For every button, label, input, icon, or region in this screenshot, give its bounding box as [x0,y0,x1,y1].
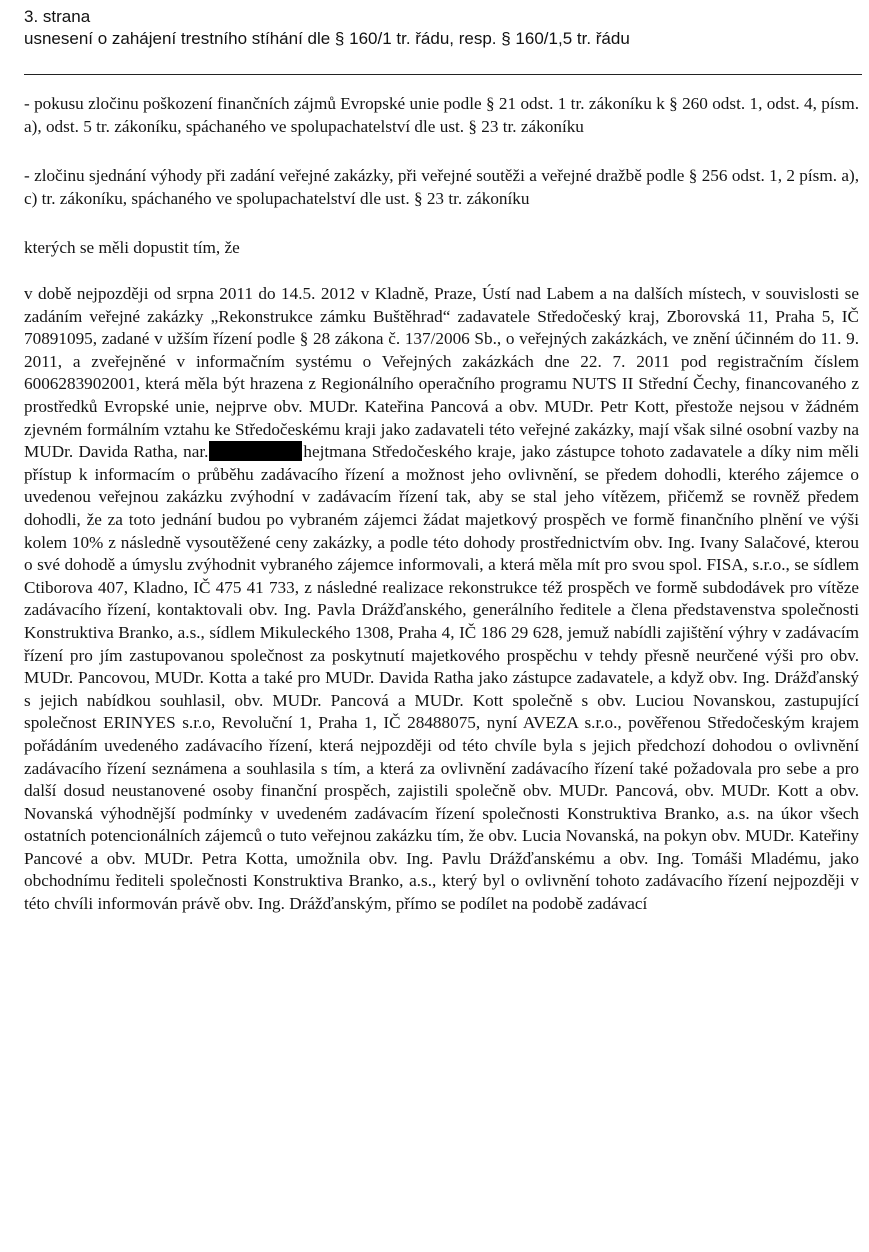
document-subtitle: usnesení o zahájení trestního stíhání dle § 160/1 tr. řádu, resp. § 160/1,5 tr. řádu [24,29,630,48]
redaction-bar [209,441,302,461]
charge-paragraph-2: - zločinu sjednání výhody při zadání veřejné zakázky, při veřejné soutěži a veřejné dražbě podle § 256 odst. 1, 2 písm. a), c) tr. zákoníku, spáchaného ve spolupachatelství dle ust. § 23 tr. zákoníku [24,165,859,209]
document-body [24,92,859,916]
header-divider [24,74,862,75]
paragraph-spacer [24,259,859,283]
page-header [24,6,862,50]
paragraph-spacer [24,211,859,236]
main-paragraph-part-1: v době nejpozději od srpna 2011 do 14.5. 2012 v Kladně, Praze, Ústí nad Labem a na dalších místech, v souvislosti se zadáním veřejné zakázky „Rekonstrukce zámku Buštěhrad“ zadavatele Středočeský kraj, Zborovská 11, Praha 5, IČ 70891095, zadané v užším řízení podle § 28 zákona č. 137/2006 Sb., o veřejných zakázkách, ve znění účinném do 11. 9. 2011, a zveřejněné v informačním systému o Veřejných zakázkách dne 22. 7. 2011 pod registračním číslem 6006283902001, která měla být hrazena z Regionálního operačního programu NUTS II Střední Čechy, financovaného z prostředků Evropské unie, nejprve obv. MUDr. Kateřina Pancová a obv. MUDr. Petr Kott, přestože nejsou v žádném zjevném formálním vztahu ke Středočeskému kraji jako zadavateli této veřejné zakázky, mají však silné osobní vazby na MUDr. Davida Ratha, nar. [24,284,859,462]
intro-line: kterých se měli dopustit tím, že [24,237,240,257]
main-paragraph-part-2: hejtmana Středočeského kraje, jako zástupce tohoto zadavatele a díky nim měli přístup k informacím o průběhu zadávacího řízení a možnost jeho ovlivnění, se předem dohodli, kterého zájemce o uvedenou veřejnou zakázku zvýhodní v zadávacím řízení tak, aby se stal jeho vítězem, přičemž se rovněž předem dohodli, že za toto jednání budou po vybraném zájemci žádat majetkový prospěch ve formě finančního plnění ve výši kolem 10% z následně vysoutěžené ceny zakázky, a podle této dohody prostřednictvím obv. Ing. Ivany Salačové, kterou o své dohodě a úmyslu zvýhodnit vybraného zájemce informovali, a která měla mít pro svou spol. FISA, s.r.o., se sídlem Ctiborova 407, Kladno, IČ 475 41 733, z následné realizace rekonstrukce též prospěch ve formě subdodávek pro vítěze zadávacího řízení, kontaktovali obv. Ing. Pavla Drážďanského, generálního ředitele a člena představenstva společnosti Konstruktiva Branko, a.s., sídlem Mikuleckého 1308, Praha 4, IČ 186 29 628, jemuž nabídli zajištění výhry v zadávacím řízení pro jím zastupovanou společnost za poskytnutí majetkového prospěchu v tehdy přesně neurčené výši pro obv. MUDr. Pancovou, MUDr. Kotta a také pro MUDr. Davida Ratha jako zástupce zadavatele, a když obv. Ing. Drážďanský s jejich nabídkou souhlasil, obv. MUDr. Pancová a MUDr. Kott společně s obv. Luciou Novanskou, zastupující společnost ERINYES s.r.o, Revoluční 1, Praha 1, IČ 28488075, nyní AVEZA s.r.o., pověřenou Středočeským krajem pořádáním uvedeného zadávacího řízení, která nejpozději od této chvíle byla s jejich předchozí dohodou o ovlivnění zadávacího řízení seznámena a souhlasila s tím, a která za ovlivnění zadávacího řízení také požadovala pro sebe a pro další dosud neustanovené osoby finanční prospěch, zajistili společně obv. MUDr. Pancová, obv. MUDr. Kott a obv. Novanská výhodnější podmínky v uvedeném zadávacím řízení společnosti Konstruktiva Branko, a.s. na úkor všech ostatních potencionálních zájemců o tuto veřejnou zakázku tím, že obv. Lucia Novanská, na pokyn obv. MUDr. Kateřiny Pancové a obv. MUDr. Petra Kotta, umožnila obv. Ing. Pavlu Drážďanskému a obv. Ing. Tomáši Mladému, jako obchodnímu řediteli společnosti Konstruktiva Branko, a.s., který byl o ovlivnění tohoto zadávacího řízení nejpozději v této chvíli informován právě obv. Ing. Drážďanským, přímo se podílet na podobě zadávací [24,442,859,914]
page-number-label: 3. strana [24,7,91,26]
paragraph-spacer [24,139,859,164]
main-paragraph [24,283,859,916]
charge-paragraph-1: - pokusu zločinu poškození finančních zájmů Evropské unie podle § 21 odst. 1 tr. zákoníku k § 260 odst. 1, odst. 4, písm. a), odst. 5 tr. zákoníku, spáchaného ve spolupachatelství dle ust. § 23 tr. zákoníku [24,94,859,137]
